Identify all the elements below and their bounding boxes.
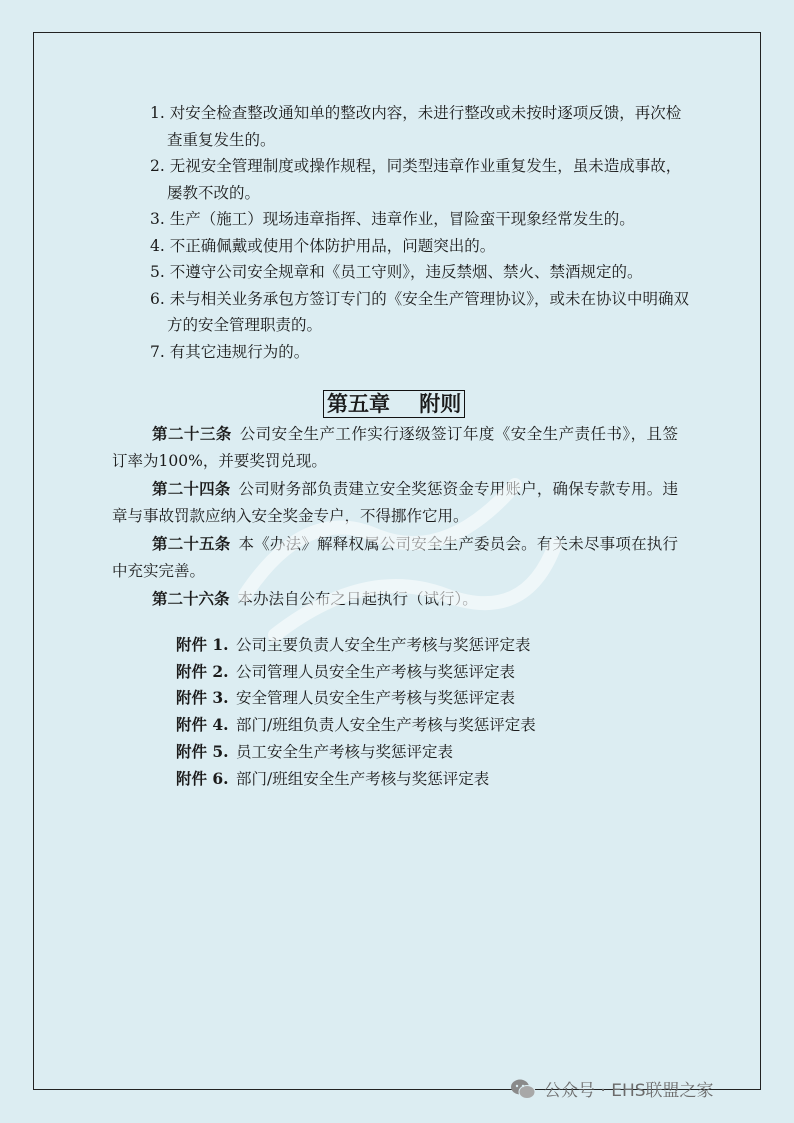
attachment-item [176, 632, 536, 659]
attachment-title: 公司管理人员安全生产考核与奖惩评定表 [236, 662, 516, 681]
attachment-label: 附件 2. [176, 661, 229, 681]
attachment-item [176, 685, 536, 712]
footer-signature [510, 1076, 714, 1101]
list-item: 6. 未与相关业务承包方签订专门的《安全生产管理协议》，或未在协议中明确双方的安全管理职责的。 [150, 289, 689, 334]
attachment-title: 部门/班组负责人安全生产考核与奖惩评定表 [236, 716, 536, 735]
list-item: 3. 生产（施工）现场违章指挥、违章作业，冒险蛮干现象经常发生的。 [150, 210, 635, 228]
article-number: 第二十六条 [152, 589, 230, 608]
article-paragraph [112, 530, 678, 585]
article-paragraph [112, 585, 678, 613]
list-item: 5. 不遵守公司安全规章和《员工守则》，违反禁烟、禁火、禁酒规定的。 [150, 263, 643, 281]
wechat-icon [510, 1078, 536, 1100]
article-number: 第二十五条 [152, 534, 231, 553]
attachment-title: 部门/班组安全生产考核与奖惩评定表 [236, 769, 490, 788]
attachment-label: 附件 3. [176, 688, 229, 708]
attachment-item [176, 766, 536, 793]
attachment-label: 附件 5. [176, 741, 229, 761]
list-item: 4. 不正确佩戴或使用个体防护用品，问题突出的。 [150, 236, 496, 255]
article-paragraph [112, 420, 678, 475]
attachment-label: 附件 1. [176, 635, 229, 654]
attachment-item [176, 659, 536, 686]
article-text: 本《办法》解释权属公司安全生产委员会。有关未尽事项在执行中充实完善。 [112, 535, 678, 580]
chapter-title: 第五章 附则 [323, 390, 465, 418]
articles-section [112, 420, 678, 613]
article-text: 公司财务部负责建立安全奖惩资金专用账户，确保专款专用。违章与事故罚款应纳入安全奖金专户，不得挪作它用。 [112, 480, 678, 525]
article-paragraph [112, 475, 678, 530]
article-text: 公司安全生产工作实行逐级签订年度《安全生产责任书》，且签订率为100%，并要奖罚兑现。 [112, 425, 678, 470]
article-number: 第二十四条 [152, 479, 231, 498]
list-item: 2. 无视安全管理制度或操作规程，同类型违章作业重复发生，虽未造成事故，屡教不改的。 [150, 157, 682, 202]
attachment-label: 附件 6. [176, 768, 229, 788]
attachment-title: 公司主要负责人安全生产考核与奖惩评定表 [236, 636, 531, 654]
list-item: 1. 对安全检查整改通知单的整改内容，未进行整改或未按时逐项反馈，再次检查重复发生的。 [150, 104, 682, 149]
attachment-list [176, 632, 536, 792]
attachment-item [176, 712, 536, 739]
article-text: 本办法自公布之日起执行（试行）。 [237, 590, 478, 608]
list-item: 7. 有其它违规行为的。 [150, 342, 310, 361]
footer-text: 公众号 · EHS联盟之家 [544, 1081, 714, 1101]
violation-list [150, 100, 690, 365]
attachment-item [176, 739, 536, 766]
article-number: 第二十三条 [152, 424, 232, 443]
attachment-label: 附件 4. [176, 715, 229, 735]
attachment-title: 安全管理人员安全生产考核与奖惩评定表 [236, 689, 516, 708]
attachment-title: 员工安全生产考核与奖惩评定表 [236, 742, 454, 761]
